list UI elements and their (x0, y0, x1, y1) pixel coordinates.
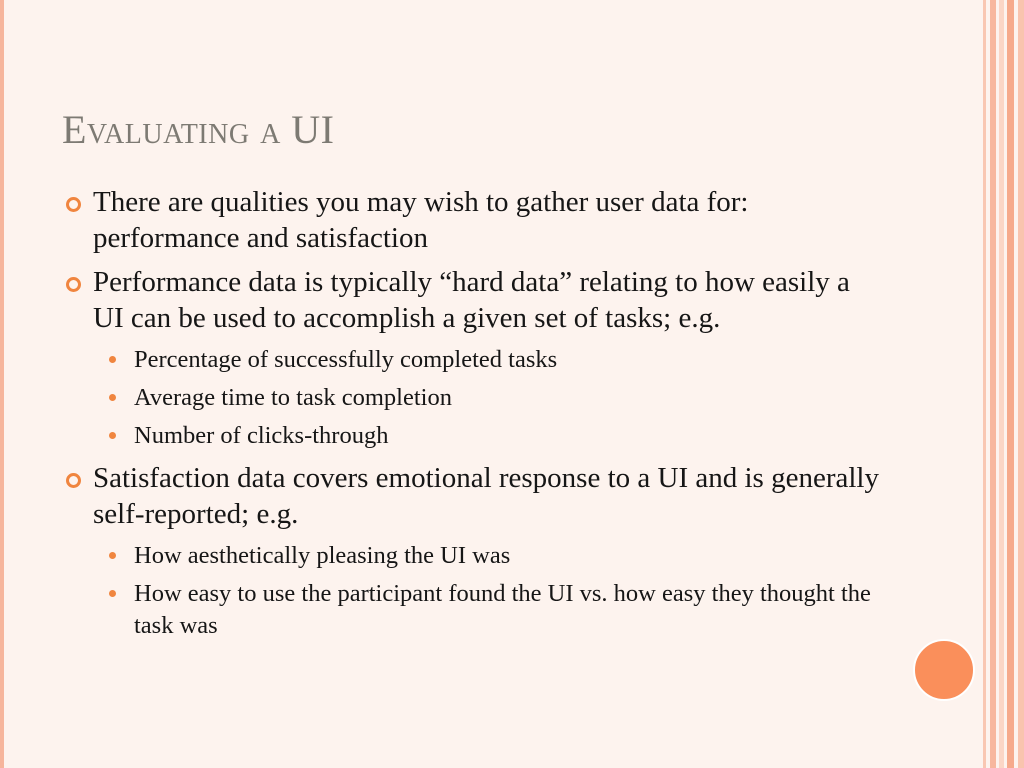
dot-bullet-icon (109, 432, 116, 439)
sub-bullet-text: Average time to task completion (134, 384, 452, 411)
ring-bullet-icon (66, 197, 81, 212)
bullet-item (64, 264, 884, 336)
sub-bullet-list (64, 344, 884, 452)
sub-bullet-text: Percentage of successfully completed tasks (134, 346, 558, 373)
bullet-text: There are qualities you may wish to gather user data for: performance and satisfaction (93, 186, 749, 254)
sub-bullet-item (64, 382, 884, 414)
dot-bullet-icon (109, 552, 116, 559)
slide-left-border (0, 0, 4, 768)
decorative-stripe (999, 0, 1004, 768)
dot-bullet-icon (109, 356, 116, 363)
ring-bullet-icon (66, 473, 81, 488)
bullet-text: Performance data is typically “hard data” relating to how easily a UI can be used to accomplish a given set of tasks; e.g. (93, 266, 850, 334)
decorative-stripe (1018, 0, 1024, 768)
bullet-item (64, 184, 884, 256)
slide-content (64, 184, 884, 650)
ring-bullet-icon (66, 277, 81, 292)
sub-bullet-item (64, 578, 884, 642)
decorative-circle (913, 639, 975, 701)
dot-bullet-icon (109, 590, 116, 597)
sub-bullet-list (64, 540, 884, 642)
sub-bullet-item (64, 540, 884, 572)
sub-bullet-item (64, 420, 884, 452)
slide-title: Evaluating a UI (62, 107, 335, 152)
decorative-stripe (983, 0, 986, 768)
sub-bullet-text: How easy to use the participant found the UI vs. how easy they thought the task was (134, 580, 871, 639)
sub-bullet-item (64, 344, 884, 376)
decorative-stripe (1007, 0, 1014, 768)
bullet-item (64, 460, 884, 532)
sub-bullet-text: How aesthetically pleasing the UI was (134, 542, 511, 569)
dot-bullet-icon (109, 394, 116, 401)
sub-bullet-text: Number of clicks-through (134, 422, 389, 449)
bullet-text: Satisfaction data covers emotional response to a UI and is generally self-reported; e.g. (93, 462, 879, 530)
decorative-stripe (990, 0, 996, 768)
decorative-stripes (980, 0, 1024, 768)
